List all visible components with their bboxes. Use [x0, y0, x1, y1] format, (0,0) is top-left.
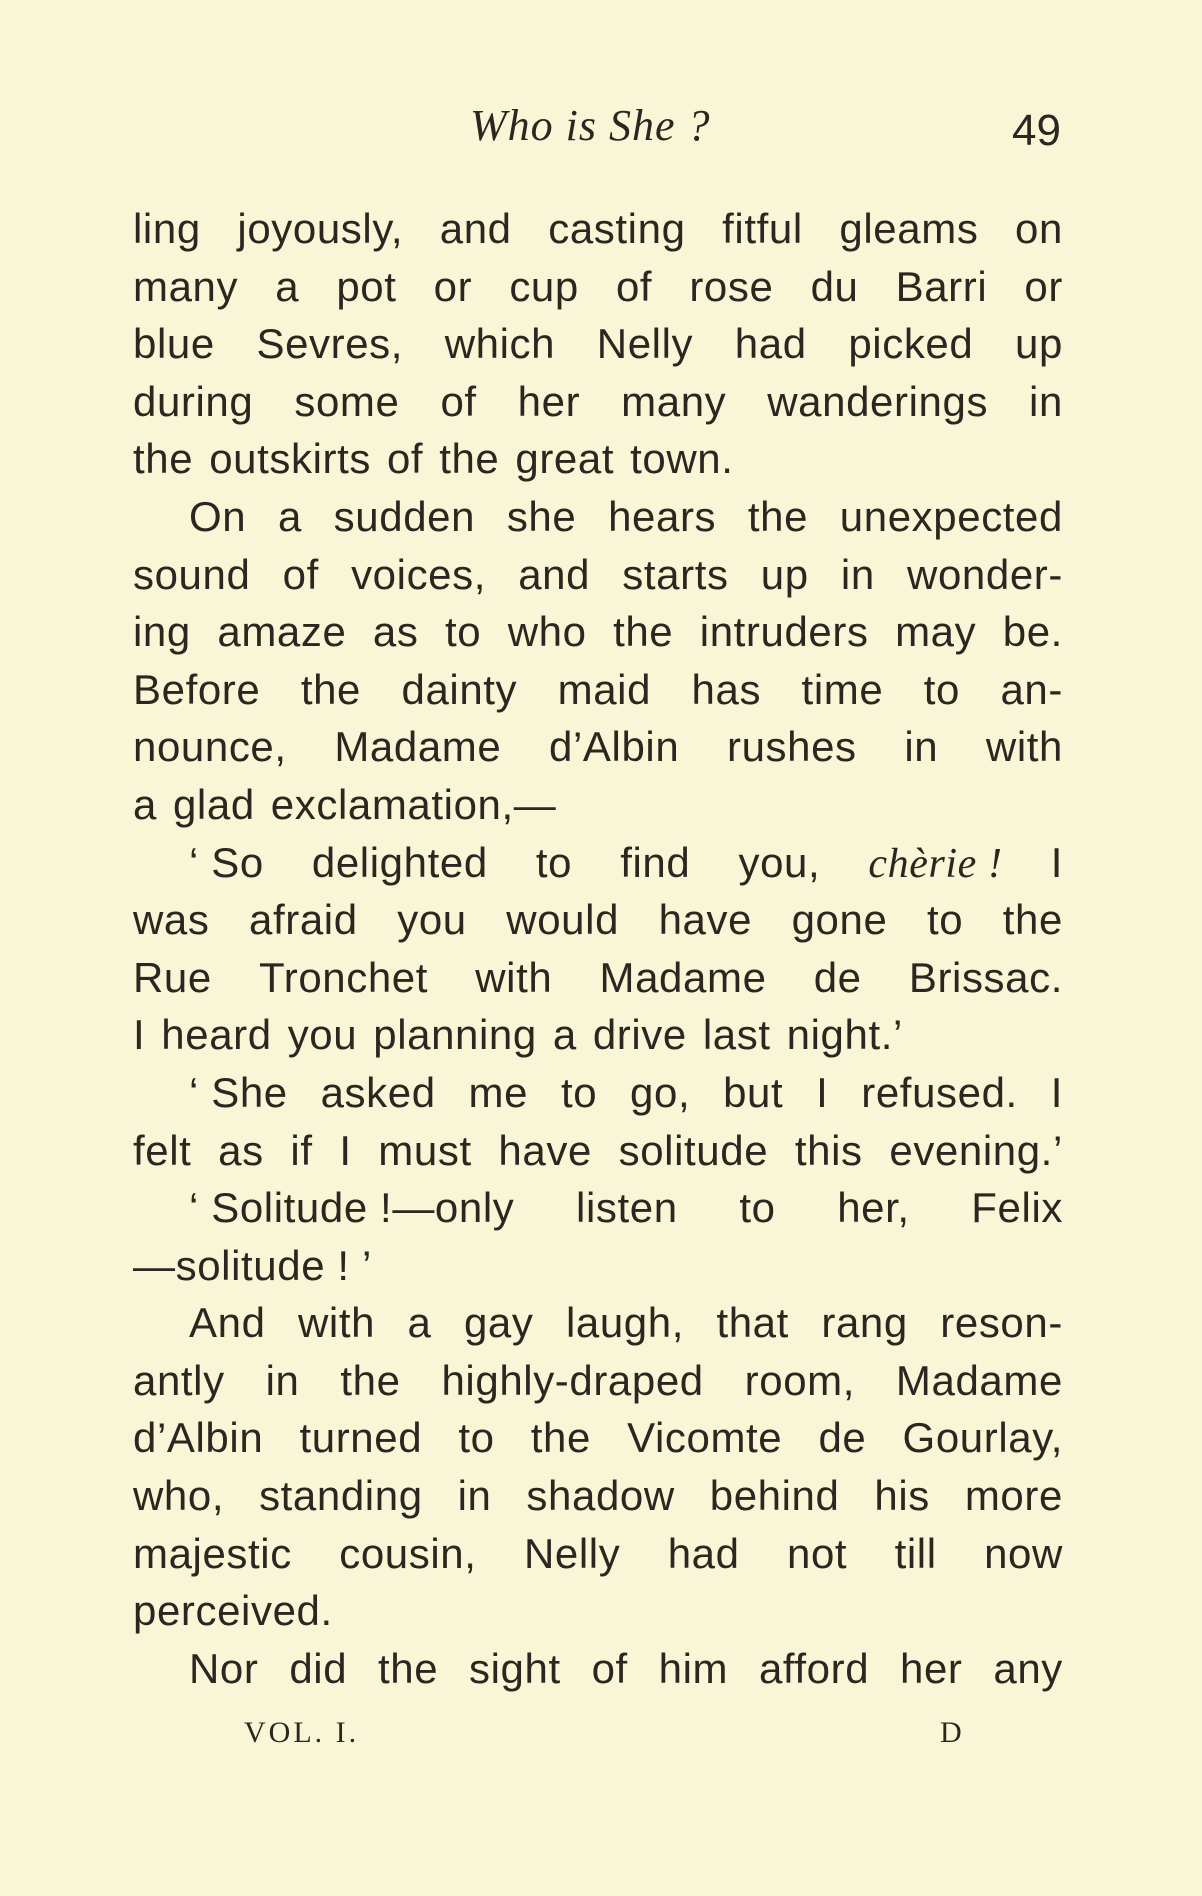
- word: amaze: [217, 608, 347, 656]
- text-line: [133, 1237, 1063, 1295]
- word: sight: [469, 1644, 561, 1692]
- word: some: [294, 377, 400, 425]
- word: rushes: [727, 723, 857, 771]
- word: nounce,: [133, 723, 287, 771]
- word: her,: [837, 1184, 910, 1232]
- running-head: [0, 92, 1202, 155]
- word: dainty: [401, 665, 518, 713]
- word: Madame: [599, 953, 767, 1001]
- word: perceived.: [133, 1587, 333, 1635]
- text-line: [133, 546, 1063, 604]
- word: his: [874, 1472, 930, 1520]
- word: this: [794, 1126, 863, 1174]
- text-line: [133, 1179, 1063, 1237]
- word: find: [620, 838, 691, 886]
- text-line: [133, 891, 1063, 949]
- word: delighted: [311, 838, 488, 886]
- word: him: [658, 1644, 729, 1692]
- word: intruders: [699, 608, 869, 656]
- page-footer: [0, 1712, 1202, 1762]
- word: had: [667, 1529, 740, 1577]
- word: to: [560, 1068, 598, 1116]
- word: night.’: [786, 1011, 903, 1059]
- text-line: [133, 603, 1063, 661]
- word: joyously,: [237, 205, 404, 252]
- word: pot: [336, 262, 397, 310]
- word: Tronchet: [259, 953, 429, 1001]
- word: gay: [463, 1299, 534, 1347]
- word: me: [468, 1068, 529, 1116]
- signature-mark: D: [940, 1716, 965, 1749]
- text-line: [133, 1525, 1063, 1583]
- word: with: [297, 1299, 376, 1347]
- word: solitude: [618, 1126, 769, 1174]
- word: exclamation,—: [270, 780, 557, 828]
- word: of: [386, 435, 424, 483]
- word: wonder-: [907, 550, 1063, 598]
- word: d’Albin: [133, 1414, 264, 1462]
- word: who,: [133, 1472, 225, 1520]
- word: heard: [161, 1011, 272, 1059]
- word: du: [810, 262, 859, 310]
- word: in: [1029, 377, 1063, 425]
- word: standing: [259, 1472, 423, 1520]
- text-line: [133, 949, 1063, 1007]
- word: but: [723, 1068, 784, 1116]
- word: Nor: [189, 1644, 259, 1692]
- text-line: [133, 430, 1063, 488]
- word: and: [518, 550, 591, 598]
- word: would: [506, 896, 620, 944]
- word: her: [900, 1644, 963, 1692]
- word: to: [739, 1184, 776, 1232]
- word: I: [339, 1126, 352, 1174]
- word: the: [1002, 896, 1063, 944]
- word: be.: [1002, 608, 1063, 656]
- word: the: [613, 608, 674, 656]
- volume-mark: VOL. I.: [244, 1716, 360, 1749]
- word: I: [133, 1011, 146, 1059]
- text-line: [133, 834, 1063, 892]
- word: turned: [299, 1414, 423, 1462]
- word: ‘ She: [189, 1068, 288, 1116]
- word: maid: [557, 665, 652, 713]
- word: fitful: [722, 205, 803, 252]
- word: of: [440, 377, 477, 425]
- word: shadow: [526, 1472, 675, 1520]
- word: Sevres,: [256, 320, 404, 368]
- word: the: [747, 492, 809, 540]
- word: a: [275, 262, 300, 310]
- page-number: 49: [1012, 106, 1061, 155]
- word: ing: [133, 608, 191, 656]
- word: wanderings: [767, 377, 989, 425]
- word: Gourlay,: [902, 1414, 1063, 1462]
- word: not: [787, 1529, 848, 1577]
- word: an-: [1000, 665, 1063, 713]
- word: drive: [592, 1011, 687, 1059]
- word: And: [189, 1299, 266, 1347]
- text-line: [133, 373, 1063, 431]
- word: picked: [848, 320, 974, 368]
- word: a: [552, 1011, 577, 1059]
- word: more: [964, 1472, 1063, 1520]
- text-line: [133, 488, 1063, 546]
- word: reson-: [940, 1299, 1063, 1347]
- word: afraid: [249, 896, 358, 944]
- word: have: [658, 896, 753, 944]
- text-line: [133, 200, 1063, 258]
- word: behind: [709, 1472, 840, 1520]
- word: you: [287, 1011, 358, 1059]
- word: unexpected: [839, 492, 1063, 540]
- word: Barri: [895, 262, 988, 310]
- text-line: [133, 258, 1063, 316]
- text-line: [133, 1409, 1063, 1467]
- word: the: [300, 665, 362, 713]
- word: town.: [630, 435, 734, 483]
- word: of: [615, 262, 653, 310]
- word: antly: [133, 1356, 225, 1404]
- word: ‘ Solitude !—only: [189, 1184, 515, 1232]
- word: casting: [548, 205, 686, 252]
- word: with: [475, 953, 553, 1001]
- word: rang: [821, 1299, 908, 1347]
- word: or: [1024, 262, 1063, 310]
- word: as: [372, 608, 419, 656]
- word: did: [289, 1644, 348, 1692]
- text-line: [133, 1064, 1063, 1122]
- word: I: [1050, 838, 1063, 886]
- word: Madame: [895, 1356, 1063, 1404]
- word: a: [407, 1299, 432, 1347]
- word: to: [458, 1414, 495, 1462]
- word: the: [340, 1356, 401, 1404]
- word: her: [517, 377, 581, 425]
- word: voices,: [351, 550, 486, 598]
- word: go,: [630, 1068, 691, 1116]
- word: cousin,: [339, 1529, 477, 1577]
- word: majestic: [133, 1529, 292, 1577]
- word: on: [1015, 205, 1063, 252]
- word: room,: [744, 1356, 856, 1404]
- word: highly-draped: [441, 1356, 704, 1404]
- word: was: [133, 896, 210, 944]
- word: the: [133, 435, 194, 483]
- word: cup: [509, 262, 579, 310]
- word: now: [984, 1529, 1063, 1577]
- word: a: [277, 492, 302, 540]
- word: of: [282, 550, 319, 598]
- word: laugh,: [565, 1299, 684, 1347]
- word: gleams: [839, 205, 979, 252]
- word: to: [926, 896, 964, 944]
- word: you: [397, 896, 467, 944]
- word: the: [530, 1414, 591, 1462]
- text-line: [133, 661, 1063, 719]
- word: had: [734, 320, 807, 368]
- word: to: [535, 838, 573, 886]
- word: many: [133, 262, 239, 310]
- word: up: [760, 550, 809, 598]
- word: Nelly: [596, 320, 694, 368]
- word: in: [904, 723, 939, 771]
- word: listen: [576, 1184, 678, 1232]
- body-text: [133, 200, 1063, 1697]
- word: the: [439, 435, 500, 483]
- word: up: [1015, 320, 1063, 368]
- word: I: [816, 1068, 829, 1116]
- text-line: [133, 1122, 1063, 1180]
- word: On: [189, 492, 247, 540]
- word: with: [985, 723, 1063, 771]
- word: must: [378, 1126, 472, 1174]
- word: a: [133, 780, 157, 828]
- word: asked: [320, 1068, 436, 1116]
- word: during: [133, 377, 254, 425]
- word: till: [894, 1529, 937, 1577]
- word: you,: [738, 838, 821, 886]
- word: last: [702, 1011, 771, 1059]
- word: or: [433, 262, 473, 310]
- word: felt: [133, 1126, 192, 1174]
- text-line: [133, 1467, 1063, 1525]
- word: Felix: [971, 1184, 1063, 1232]
- word: Vicomte: [627, 1414, 783, 1462]
- word: in: [840, 550, 875, 598]
- word: have: [498, 1126, 592, 1174]
- word: de: [813, 953, 862, 1001]
- word: time: [801, 665, 884, 713]
- word: evening.’: [889, 1126, 1063, 1174]
- word: refused.: [861, 1068, 1018, 1116]
- word: rose: [689, 262, 774, 310]
- word: any: [993, 1644, 1063, 1692]
- word: has: [691, 665, 762, 713]
- word: Nelly: [523, 1529, 621, 1577]
- word: chèrie !: [868, 840, 1003, 887]
- word: ‘ So: [189, 838, 264, 886]
- text-line: [133, 1640, 1063, 1698]
- word: may: [895, 608, 977, 656]
- word: d’Albin: [549, 723, 680, 771]
- word: if: [290, 1126, 313, 1174]
- word: who: [507, 608, 587, 656]
- text-line: [133, 1006, 1063, 1064]
- text-line: [133, 718, 1063, 776]
- word: outskirts: [209, 435, 371, 483]
- word: de: [818, 1414, 867, 1462]
- text-line: [133, 1582, 1063, 1640]
- word: ling: [133, 205, 201, 252]
- word: sound: [133, 550, 251, 598]
- word: afford: [758, 1644, 870, 1692]
- word: that: [716, 1299, 789, 1347]
- text-line: [133, 776, 1063, 834]
- text-line: [133, 315, 1063, 373]
- word: to: [923, 665, 960, 713]
- word: and: [439, 205, 512, 252]
- word: in: [457, 1472, 492, 1520]
- word: in: [265, 1356, 300, 1404]
- word: —solitude ! ’: [133, 1241, 372, 1289]
- word: planning: [373, 1011, 537, 1059]
- word: starts: [622, 550, 729, 598]
- word: Rue: [133, 953, 212, 1001]
- word: sudden: [333, 492, 476, 540]
- word: she: [506, 492, 577, 540]
- word: glad: [172, 780, 255, 828]
- word: I: [1050, 1068, 1063, 1116]
- text-line: [133, 1294, 1063, 1352]
- word: many: [621, 377, 727, 425]
- word: great: [515, 435, 615, 483]
- word: gone: [791, 896, 888, 944]
- word: to: [444, 608, 482, 656]
- word: blue: [133, 320, 215, 368]
- word: Before: [133, 665, 261, 713]
- word: the: [378, 1644, 439, 1692]
- word: Brissac.: [908, 953, 1063, 1001]
- word: of: [591, 1644, 628, 1692]
- word: as: [218, 1126, 264, 1174]
- word: Madame: [334, 723, 502, 771]
- running-title: Who is She ?: [470, 101, 711, 150]
- word: hears: [608, 492, 717, 540]
- word: which: [444, 320, 556, 368]
- text-line: [133, 1352, 1063, 1410]
